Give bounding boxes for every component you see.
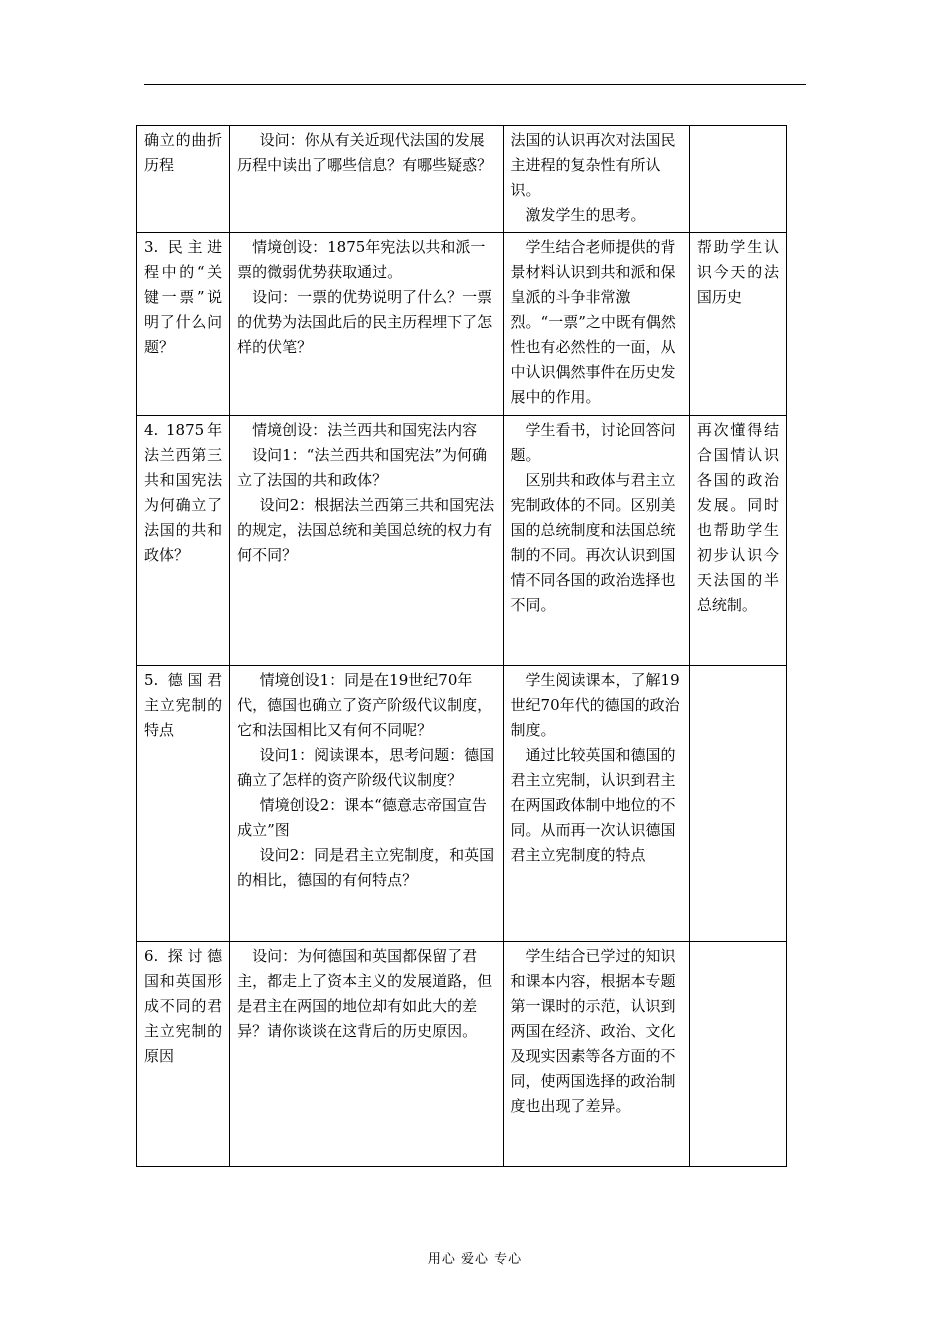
- teacher-activity-text: 情境创设1：同是在19世纪70年代，德国也确立了资产阶级代议制度，它和法国相比又有何不同呢？: [237, 671, 493, 739]
- teacher-activity-text: 设问：你从有关近现代法国的发展历程中读出了哪些信息？有哪些疑惑？: [237, 131, 493, 174]
- page-footer: 用心 爱心 专心: [427, 1252, 523, 1267]
- teacher-activity-text: 设问：为何德国和英国都保留了君主，都走上了资本主义的发展道路，但是君主在两国的地位却有如此大的差异？请你谈谈在这背后的历史原因。: [237, 947, 493, 1040]
- student-activity-text: 学生结合老师提供的背景材料认识到共和派和保皇派的斗争非常激烈。“一票”之中既有偶然性也有必然性的一面，从中认识偶然事件在历史发展中的作用。: [510, 238, 676, 406]
- teacher-activity-cell: [230, 942, 503, 1167]
- topic-cell: [137, 416, 230, 666]
- teacher-activity-text: 情境创设：1875年宪法以共和派一票的微弱优势获取通过。: [237, 238, 486, 281]
- topic-text: 5. 德国君主立宪制的特点: [144, 671, 223, 739]
- student-activity-text: 激发学生的思考。: [525, 206, 646, 224]
- teacher-activity-cell: [230, 233, 503, 416]
- design-intent-cell: [689, 416, 786, 666]
- design-intent-cell: [689, 942, 786, 1167]
- topic-cell: [137, 942, 230, 1167]
- student-activity-text: 通过比较英国和德国的君主立宪制，认识到君主在两国政体制中地位的不同。从而再一次认识德国君主立宪制度的特点: [510, 746, 676, 864]
- student-activity-text: 学生阅读课本，了解19世纪70年代的德国的政治制度。: [510, 671, 680, 739]
- table-row: [137, 416, 787, 666]
- student-activity-cell: [503, 126, 689, 233]
- student-activity-text: 学生看书，讨论回答问题。: [510, 421, 676, 464]
- teacher-activity-text: 设问1：阅读课本，思考问题：德国确立了怎样的资产阶级代议制度？: [237, 746, 495, 789]
- topic-text: 6. 探讨德国和英国形成不同的君主立宪制的原因: [144, 947, 223, 1065]
- table-row: [137, 942, 787, 1167]
- design-intent-cell: [689, 233, 786, 416]
- design-intent-text: 再次懂得结合国情认识各国的政治发展。同时也帮助学生初步认识今天法国的半总统制。: [696, 421, 779, 614]
- student-activity-cell: [503, 416, 689, 666]
- topic-text: 4. 1875年法兰西第三共和国宪法为何确立了法国的共和政体？: [144, 421, 223, 564]
- table-row: [137, 233, 787, 416]
- teacher-activity-text: 情境创设2：课本“德意志帝国宣告成立”图: [237, 796, 487, 839]
- teacher-activity-text: 设问2：根据法兰西第三共和国宪法的规定，法国总统和美国总统的权力有何不同？: [237, 496, 495, 564]
- design-intent-cell: [689, 126, 786, 233]
- header-rule: [144, 84, 806, 85]
- teacher-activity-cell: [230, 666, 503, 942]
- student-activity-cell: [503, 233, 689, 416]
- design-intent-text: 帮助学生认识今天的法国历史: [696, 238, 779, 306]
- student-activity-text: 法国的认识再次对法国民主进程的复杂性有所认识。: [510, 131, 676, 199]
- table-row: [137, 126, 787, 233]
- teacher-activity-text: 设问1：“法兰西共和国宪法”为何确立了法国的共和政体？: [237, 446, 488, 489]
- table-row: [137, 666, 787, 942]
- topic-cell: [137, 666, 230, 942]
- design-intent-cell: [689, 666, 786, 942]
- teacher-activity-cell: [230, 126, 503, 233]
- topic-text: 确立的曲折历程: [144, 131, 223, 174]
- student-activity-text: 区别共和政体与君主立宪制政体的不同。区别美国的总统制度和法国总统制的不同。再次认识到国情不同各国的政治选择也不同。: [510, 471, 676, 614]
- topic-cell: [137, 233, 230, 416]
- student-activity-cell: [503, 942, 689, 1167]
- topic-text: 3. 民主进程中的“关键一票”说明了什么问题？: [144, 238, 223, 356]
- topic-cell: [137, 126, 230, 233]
- teacher-activity-text: 设问：一票的优势说明了什么？一票的优势为法国此后的民主历程埋下了怎样的伏笔？: [237, 288, 493, 356]
- lesson-plan-table: [136, 125, 787, 1167]
- student-activity-cell: [503, 666, 689, 942]
- teacher-activity-cell: [230, 416, 503, 666]
- student-activity-text: 学生结合已学过的知识和课本内容，根据本专题第一课时的示范，认识到两国在经济、政治、文化及现实因素等各方面的不同，使两国选择的政治制度也出现了差异。: [510, 947, 676, 1115]
- teacher-activity-text: 设问2：同是君主立宪制度，和英国的相比，德国的有何特点？: [237, 846, 495, 889]
- teacher-activity-text: 情境创设：法兰西共和国宪法内容: [252, 421, 478, 439]
